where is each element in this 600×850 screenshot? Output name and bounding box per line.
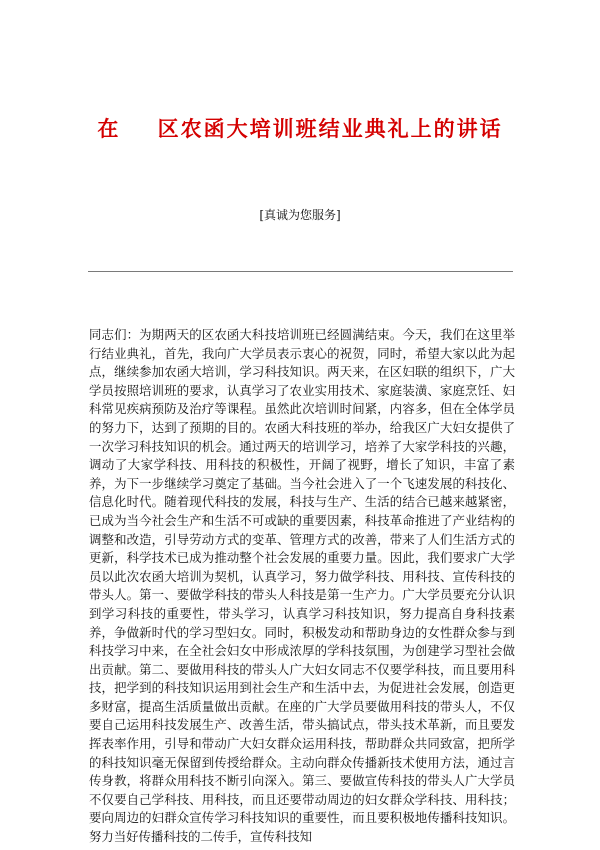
document-body: 同志们：为期两天的区农函大科技培训班已经圆满结束。今天，我们在这里举行结业典礼，首先，我向广大学员表示衷心的祝贺，同时，希望大家以此为起点，继续参加农函大培训，学习科技知识。两天来，在区妇联的组织下，广大学员按照培训班的要求，认真学习了农业实用技术、家庭装潢、家庭烹饪、妇科常见疾病预防及治疗等课程。虽然此次培训时间紧，内容多，但在全体学员的努力下，达到了预期的目的。农函大科技班的举办，给我区广大妇女提供了一次学习科技知识的机会。通过两天的培训学习，培养了大家学科技的兴趣，调动了大家学科技、用科技的积极性，开阔了视野，增长了知识，丰富了素养，为下一步继续学习奠定了基础。当今社会进入了一个飞速发展的科技化、信息化时代。随着现代科技的发展，科技与生产、生活的结合已越来越紧密，已成为当今社会生产和生活不可或缺的重要因素，科技革命推进了产业结构的调整和改造，引导劳动方式的变革、管理方式的改善，带来了人们生活方式的更新，科学技术已成为推动整个社会发展的重要力量。因此，我们要求广大学员以此次农函大培训为契机，认真学习，努力做学科技、用科技、宣传科技的带头人。第一、要做学科技的带头人科技是第一生产力。广大学员要充分认识到学习科技的重要性，带头学习，认真学习科技知识，努力提高自身科技素养，争做新时代的学习型妇女。同时，积极发动和帮助身边的女性群众参与到科技学习中来，在全社会妇女中形成浓厚的学科技氛围，为创建学习型社会做出贡献。第二、要做用科技的带头人广大妇女同志不仅要学科技，而且要用科技，把学到的科技知识运用到社会生产和生活中去，为促进社会发展，创造更多财富，提高生活质量做出贡献。在座的广大学员要做用科技的带头人，不仅要自己运用科技发展生产、改善生活，带头搞试点，带头技术革新，而且要发挥表率作用，引导和带动广大妇女群众运用科技，帮助群众共同致富，把所学的科技知识毫无保留到传授给群众。主动向群众传播新技术使用方法，通过言传身教，将群众用科技不断引向深入。第三、要做宣传科技的带头人广大学员不仅要自己学科技、用科技，而且还要带动周边的妇女群众学科技、用科技；要向周边的妇群众宣传学习科技知识的重要性，而且要积极地传播科技知识。努力当好传播科技的二传手，宣传科技知 xyxy=(89,327,515,845)
horizontal-divider xyxy=(88,271,513,272)
document-subtitle: [真诚为您服务] xyxy=(259,208,341,222)
document-title: 在 区农函大培训班结业典礼上的讲话 xyxy=(97,116,503,141)
